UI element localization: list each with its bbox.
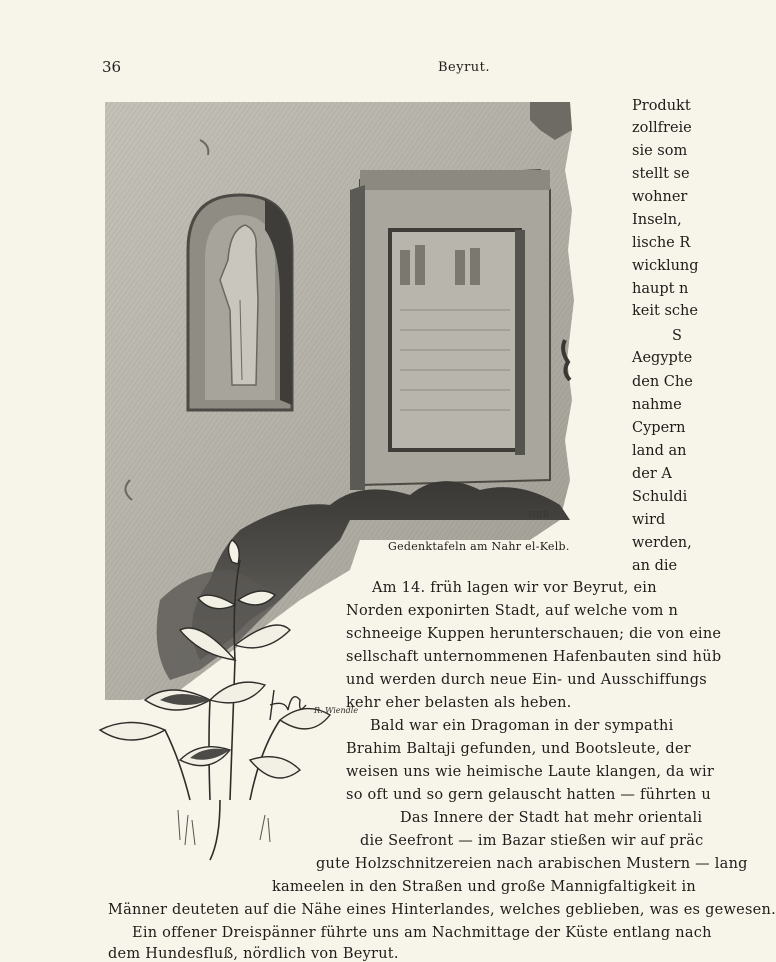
side-line: nahme: [632, 397, 682, 413]
body-line: Am 14. früh lagen wir vor Beyrut, ein: [372, 580, 657, 596]
side-line: den Che: [632, 374, 693, 390]
body-line: gute Holzschnitzereien nach arabischen Mustern — lang: [316, 856, 748, 872]
artist-signature: R. Wiendle: [314, 706, 359, 715]
body-line: so oft und so gern gelauscht hatten — führten u: [346, 787, 711, 803]
side-line: Produkt: [632, 98, 691, 114]
side-line: land an: [632, 443, 687, 459]
body-line: die Seefront — im Bazar stießen wir auf präc: [360, 833, 704, 849]
body-line: kehr eher belasten als heben.: [346, 695, 572, 711]
side-line: lische R: [632, 235, 691, 251]
side-line: keit sche: [632, 303, 698, 319]
side-line: S: [672, 328, 682, 344]
body-line: dem Hundesfluß, nördlich von Beyrut.: [108, 946, 399, 962]
side-line: sie som: [632, 143, 688, 159]
side-line: wohner: [632, 189, 688, 205]
side-line: stellt se: [632, 166, 690, 182]
body-line: Bald war ein Dragoman in der sympathi: [370, 718, 674, 734]
body-line: Brahim Baltaji gefunden, und Bootsleute, der: [346, 741, 691, 757]
side-line: Schuldi: [632, 489, 688, 505]
body-line: und werden durch neue Ein- und Ausschiffungs: [346, 672, 707, 688]
side-line: der A: [632, 466, 672, 482]
page-number: 36: [102, 58, 122, 76]
running-head: Beyrut.: [438, 60, 491, 75]
side-line: Cypern: [632, 420, 686, 436]
body-line: sellschaft unternommenen Hafenbauten sind hüb: [346, 649, 722, 665]
body-line: weisen uns wie heimische Laute klangen, da wir: [346, 764, 715, 780]
figure-caption: Gedenktafeln am Nahr el-Kelb.: [388, 540, 570, 553]
body-line: Ein offener Dreispänner führte uns am Nachmittage der Küste entlang nach: [132, 925, 712, 941]
body-line: Männer deuteten auf die Nähe eines Hinterlandes, welches geblieben, was es gewesen.: [108, 902, 776, 918]
side-line: werden,: [632, 535, 692, 551]
side-line: haupt n: [632, 281, 689, 297]
body-line: Das Innere der Stadt hat mehr orientali: [400, 810, 703, 826]
side-line: Aegypte: [632, 350, 693, 366]
side-line: wird: [632, 512, 666, 528]
side-line: wicklung: [632, 258, 699, 274]
side-line: zollfreie: [632, 120, 692, 136]
body-line: schneeige Kuppen herunterschauen; die von eine: [346, 626, 722, 642]
body-line: kameelen in den Straßen und große Mannigfaltigkeit in: [272, 879, 696, 895]
side-line: Inseln,: [632, 212, 682, 228]
side-line: an die: [632, 558, 678, 574]
svg-text:HRB: HRB: [528, 511, 550, 521]
body-line: Norden exponirten Stadt, auf welche vom n: [346, 603, 679, 619]
